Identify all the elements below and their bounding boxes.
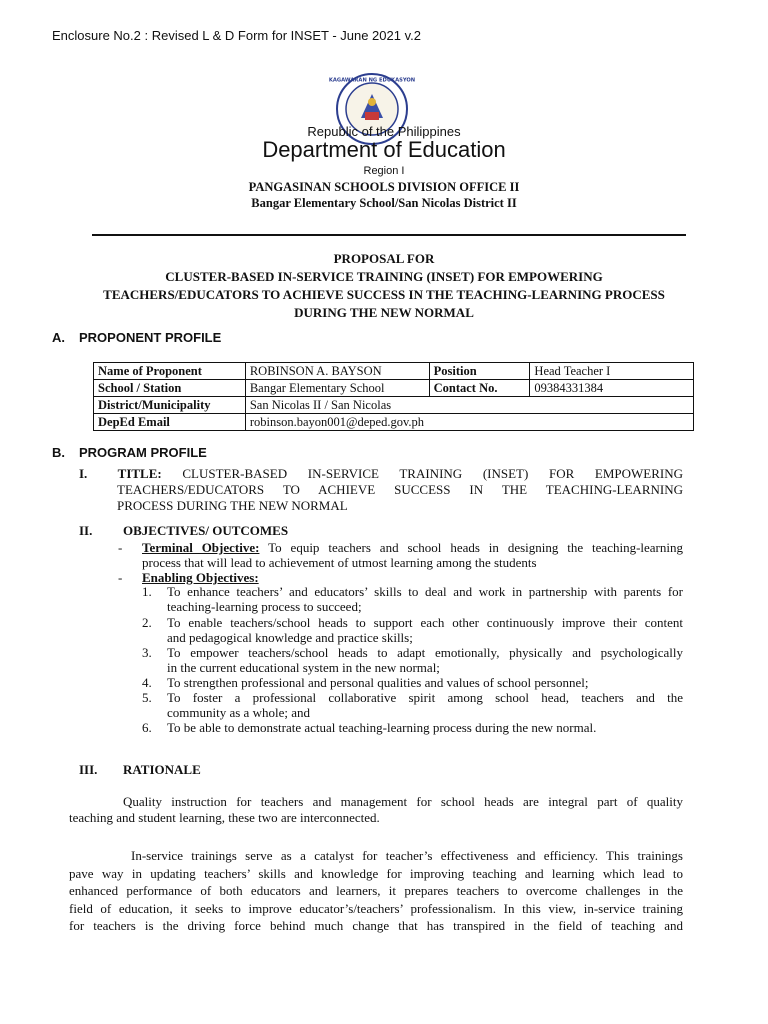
contact-value: 09384331384 bbox=[530, 380, 694, 397]
rationale-p2-line-5: for teachers is the driving force behind much change that has transpired in the field of teaching and bbox=[69, 918, 683, 933]
school-label: School / Station bbox=[94, 380, 246, 397]
rationale-p2-line-4: field of education, it seeks to improve educator’s/teachers’ professionalism. In this view, in-service training bbox=[69, 900, 683, 916]
rationale-num: III. bbox=[79, 762, 98, 777]
objective-5-line-2: community as a whole; and bbox=[167, 705, 310, 720]
objective-3-line-2: in the current educational system in the new normal; bbox=[167, 660, 440, 675]
objective-3-line-1: To empower teachers/school heads to adapt emotionally, physically and psychologically bbox=[167, 645, 683, 660]
objective-1-num: 1. bbox=[142, 584, 152, 599]
svg-text:KAGAWARAN NG EDUKASYON: KAGAWARAN NG EDUKASYON bbox=[328, 77, 416, 84]
section-a-heading bbox=[52, 330, 221, 345]
terminal-label: Terminal Objective: bbox=[142, 540, 260, 555]
objective-5-num: 5. bbox=[142, 690, 152, 705]
rationale-title: RATIONALE bbox=[123, 762, 201, 777]
objective-6-num: 6. bbox=[142, 720, 152, 735]
region-line: Region I bbox=[363, 165, 405, 177]
objective-1-line-1: To enhance teachers’ and educators’ skills to deal and work in partnership with parents for bbox=[167, 584, 683, 599]
email-label: DepEd Email bbox=[94, 414, 246, 431]
objective-4-line-1: To strengthen professional and personal qualities and values of school personnel; bbox=[167, 675, 589, 690]
section-b-heading bbox=[52, 445, 207, 460]
terminal-text-2: process that will lead to achievement of utmost learning among the students bbox=[142, 555, 537, 570]
proposal-line-2: CLUSTER-BASED IN-SERVICE TRAINING (INSET) FOR EMPOWERING bbox=[165, 269, 603, 284]
name-label: Name of Proponent bbox=[94, 363, 246, 380]
section-b-title: PROGRAM PROFILE bbox=[79, 445, 207, 460]
objective-2-num: 2. bbox=[142, 615, 152, 630]
republic-line: Republic of the Philippines bbox=[307, 124, 461, 139]
header-divider bbox=[92, 234, 686, 236]
department-title: Department of Education bbox=[262, 137, 506, 162]
enabling-bullet: - bbox=[118, 570, 123, 585]
position-value: Head Teacher I bbox=[530, 363, 694, 380]
rationale-paragraph-2 bbox=[69, 847, 683, 935]
objective-5-line-1: To foster a professional collaborative spirit among school head, teachers and the bbox=[167, 690, 683, 705]
rationale-p2-line-1 bbox=[69, 847, 683, 865]
enclosure-note: Enclosure No.2 : Revised L & D Form for INSET - June 2021 v.2 bbox=[52, 28, 421, 43]
enabling-label: Enabling Objectives: bbox=[142, 570, 259, 585]
title-num: I. bbox=[79, 466, 88, 481]
proposal-title bbox=[0, 250, 768, 322]
contact-label: Contact No. bbox=[429, 380, 530, 397]
objectives-heading bbox=[79, 523, 288, 539]
email-value: robinson.bayon001@deped.gov.ph bbox=[245, 414, 693, 431]
position-label: Position bbox=[429, 363, 530, 380]
table-row bbox=[94, 380, 694, 397]
objective-2-line-2: and pedagogical knowledge and practice skills; bbox=[167, 630, 413, 645]
rationale-p2-line-3: enhanced performance of both educators and learners, it prepares teachers to overcome challenges in the bbox=[69, 883, 683, 898]
terminal-text: To equip teachers and school heads in designing the teaching-learning bbox=[268, 540, 683, 555]
objectives-title: OBJECTIVES/ OUTCOMES bbox=[123, 523, 289, 538]
rationale-p1-line-2: teaching and student learning, these two are interconnected. bbox=[69, 810, 380, 825]
objective-1-line-2: teaching-learning process to succeed; bbox=[167, 599, 362, 614]
district-value: San Nicolas II / San Nicolas bbox=[245, 397, 693, 414]
title-line-3: PROCESS DURING THE NEW NORMAL bbox=[117, 498, 348, 513]
table-row bbox=[94, 397, 694, 414]
section-a-letter: A. bbox=[52, 330, 65, 345]
name-value: ROBINSON A. BAYSON bbox=[245, 363, 429, 380]
proposal-line-1: PROPOSAL FOR bbox=[333, 251, 435, 266]
district-label: District/Municipality bbox=[94, 397, 246, 414]
objective-3-num: 3. bbox=[142, 645, 152, 660]
title-label: TITLE: bbox=[117, 466, 162, 481]
school-line: Bangar Elementary School/San Nicolas District II bbox=[251, 196, 517, 210]
objective-2-line-1: To enable teachers/school heads to support each other continuously improve their content bbox=[167, 615, 683, 630]
objective-4-num: 4. bbox=[142, 675, 152, 690]
proposal-line-4: DURING THE NEW NORMAL bbox=[294, 305, 474, 320]
title-line-1: CLUSTER-BASED IN-SERVICE TRAINING (INSET) FOR EMPOWERING bbox=[182, 466, 684, 481]
rationale-p1-line-1-text: Quality instruction for teachers and management for school heads are integral part of quality bbox=[123, 794, 683, 809]
rationale-p2-line-2: pave way in updating teachers’ skills and knowledge for improving teaching and learning which lead to bbox=[69, 865, 683, 881]
objective-6-line-1: To be able to demonstrate actual teaching-learning process during the new normal. bbox=[167, 720, 597, 735]
proposal-line-3: TEACHERS/EDUCATORS TO ACHIEVE SUCCESS IN THE TEACHING-LEARNING PROCESS bbox=[103, 287, 665, 302]
title-line-2: TEACHERS/EDUCATORS TO ACHIEVE SUCCESS IN THE TEACHING-LEARNING bbox=[117, 482, 683, 497]
division-line: PANGASINAN SCHOOLS DIVISION OFFICE II bbox=[248, 180, 520, 194]
school-value: Bangar Elementary School bbox=[245, 380, 429, 397]
table-row bbox=[94, 414, 694, 431]
rationale-p2-line-1-text: In-service trainings serve as a catalyst for teacher’s effectiveness and efficiency. This trainings bbox=[131, 848, 683, 863]
rationale-paragraph-1 bbox=[69, 794, 683, 826]
terminal-bullet: - bbox=[118, 540, 123, 555]
section-b-letter: B. bbox=[52, 445, 65, 460]
section-a-title: PROPONENT PROFILE bbox=[79, 330, 222, 345]
objectives-num: II. bbox=[79, 523, 93, 538]
terminal-objective bbox=[142, 540, 683, 556]
proponent-table bbox=[93, 362, 694, 431]
rationale-heading bbox=[79, 762, 201, 778]
rationale-p1-line-1 bbox=[69, 794, 683, 810]
table-row bbox=[94, 363, 694, 380]
program-title bbox=[79, 466, 683, 482]
